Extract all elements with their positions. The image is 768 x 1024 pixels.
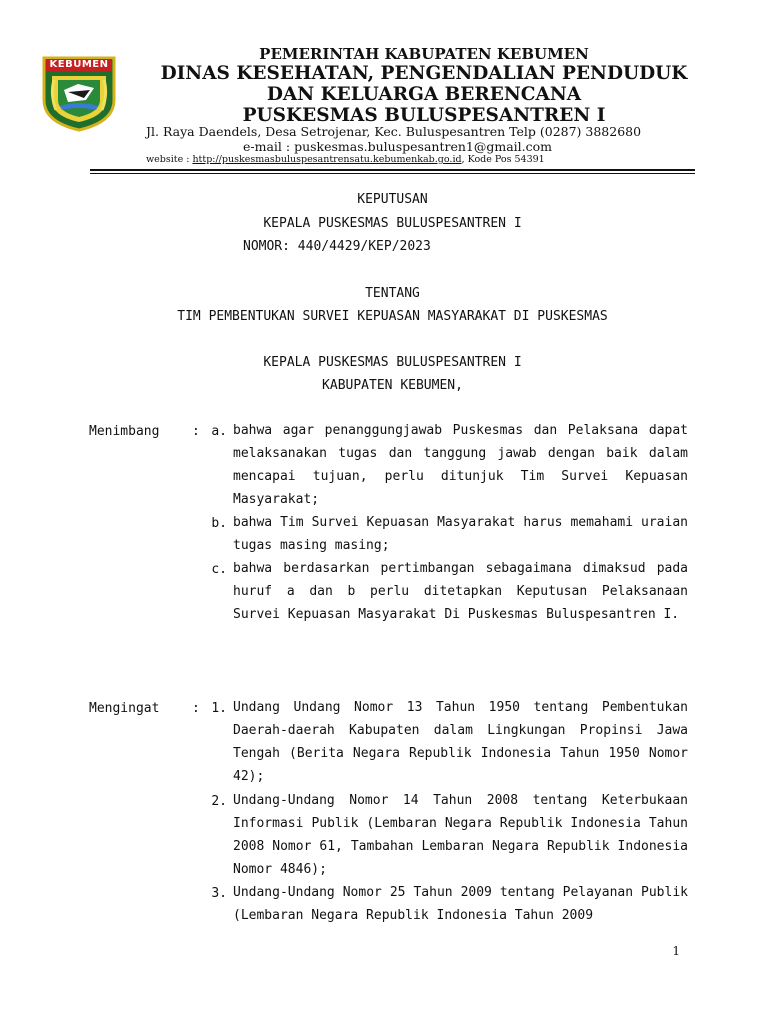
website-link[interactable]: http://puskesmasbuluspesantrensatu.kebumenkab.go.id [192,154,462,165]
page-number: 1 [672,944,680,958]
agency-name-1: DINAS KESEHATAN, PENGENDALIAN PENDUDUK [160,63,688,84]
agency-name-2: DAN KELUARGA BERENCANA [266,84,582,105]
title-keputusan: KEPUTUSAN [357,192,428,207]
title-kepala: KEPALA PUSKESMAS BULUSPESANTREN I [263,216,522,231]
title-tentang: TENTANG [365,286,420,301]
menimbang-mark-c: c. [211,562,227,577]
title-nomor: NOMOR: 440/4429/KEP/2023 [243,239,431,254]
mengingat-item-3: Undang-Undang Nomor 25 Tahun 2009 tentang Pelayanan Publik (Lembaran Negara Republik Indonesia Tahun 2009 [233,885,688,923]
header-divider-thin [90,173,695,174]
mengingat-mark-1: 1. [211,701,227,716]
menimbang-item-b: bahwa Tim Survei Kepuasan Masyarakat harus memahami uraian tugas masing masing; [233,515,688,553]
issuer-line-1: KEPALA PUSKESMAS BULUSPESANTREN I [263,355,522,370]
mengingat-label: Mengingat [89,701,160,716]
website-line [146,154,545,165]
address: Jl. Raya Daendels, Desa Setrojenar, Kec. Buluspesantren Telp (0287) 3882680 [146,124,642,139]
puskesmas-name: PUSKESMAS BULUSPESANTREN I [242,105,606,126]
menimbang-mark-b: b. [211,516,227,531]
mengingat-colon: : [192,701,200,716]
kebumen-logo [38,50,120,132]
menimbang-label: Menimbang [89,424,160,439]
menimbang-item-a: bahwa agar penanggungjawab Puskesmas dan Pelaksana dapat melaksanakan tugas dan tanggung jawab dengan baik dalam mencapai tujuan, perlu ditunjuk Tim Survei Kepuasan Masyarakat; [233,423,688,507]
menimbang-item-c: bahwa berdasarkan pertimbangan sebagaimana dimaksud pada huruf a dan b perlu ditetapkan Keputusan Pelaksanaan Survei Kepuasan Masyarakat Di Puskesmas Buluspesantren I. [233,561,688,622]
mengingat-item-1: Undang Undang Nomor 13 Tahun 1950 tentang Pembentukan Daerah-daerah Kabupaten dalam Lingkungan Propinsi Jawa Tengah (Berita Negara Republik Indonesia Tahun 1950 Nomor 42); [233,700,688,784]
postcode: , Kode Pos 54391 [461,154,545,165]
header-divider-thick [90,169,695,171]
menimbang-mark-a: a. [211,424,227,439]
logo-text: KEBUMEN [49,59,109,70]
title-subject: TIM PEMBENTUKAN SURVEI KEPUASAN MASYARAKAT DI PUSKESMAS [177,309,608,324]
website-label: website : [146,154,193,165]
menimbang-colon: : [192,424,200,439]
gov-name: PEMERINTAH KABUPATEN KEBUMEN [259,45,589,63]
issuer-line-2: KABUPATEN KEBUMEN, [322,378,463,393]
mengingat-mark-2: 2. [211,794,227,809]
mengingat-mark-3: 3. [211,886,227,901]
mengingat-item-2: Undang-Undang Nomor 14 Tahun 2008 tentang Keterbukaan Informasi Publik (Lembaran Negara Republik Indonesia Tahun 2008 Nomor 61, Tambahan Lembaran Negara Republik Indonesia Nomor 4846); [233,793,688,877]
email: e-mail : puskesmas.buluspesantren1@gmail.com [243,139,553,154]
